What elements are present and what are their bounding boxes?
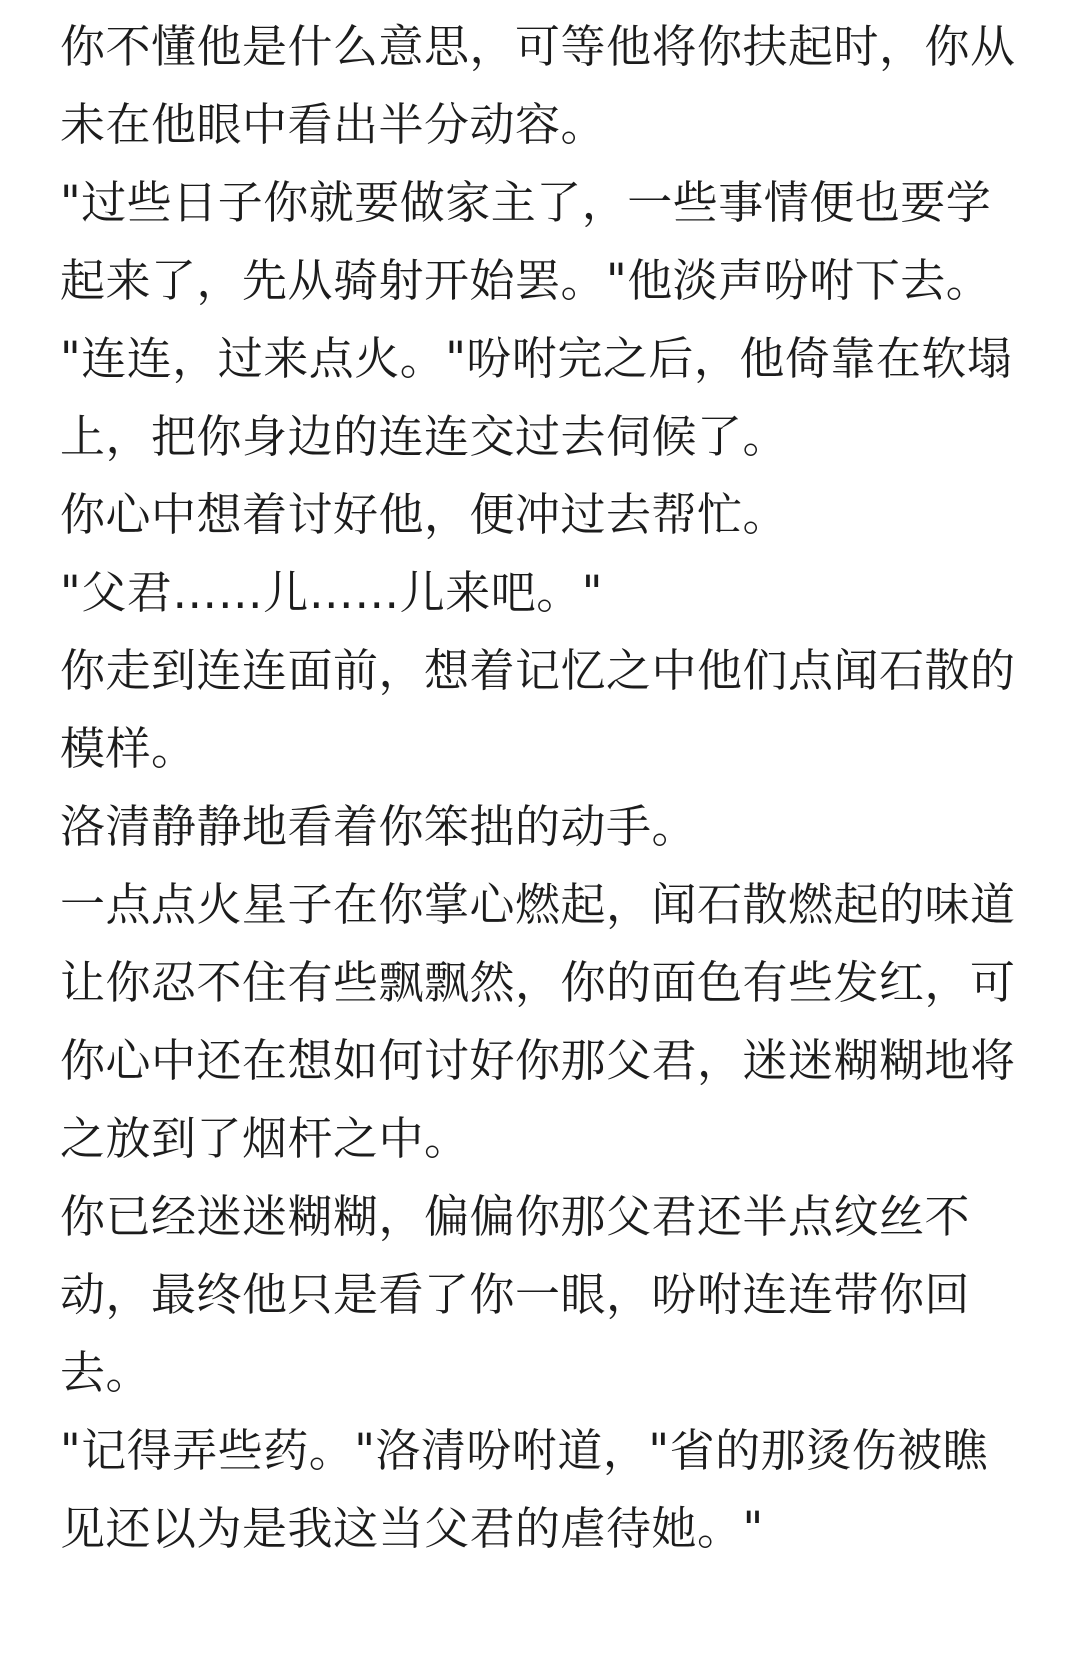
paragraph-6: 你走到连连面前，想着记忆之中他们点闻石散的模样。	[60, 644, 1016, 775]
paragraph-3: "连连，过来点火。"吩咐完之后，他倚靠在软塌上，把你身边的连连交过去伺候了。	[60, 332, 1013, 463]
paragraph-7: 洛清静静地看着你笨拙的动手。	[60, 800, 698, 853]
paragraph-1: 你不懂他是什么意思，可等他将你扶起时，你从未在他眼中看出半分动容。	[60, 20, 1016, 151]
paragraph-4: 你心中想着讨好他，便冲过去帮忙。	[60, 488, 789, 541]
paragraph-8: 一点点火星子在你掌心燃起，闻石散燃起的味道让你忍不住有些飘飘然，你的面色有些发红，可你心中还在想如何讨好你那父君，迷迷糊糊地将之放到了烟杆之中。	[60, 878, 1016, 1165]
paragraph-10: "记得弄些药。"洛清吩咐道，"省的那烫伤被瞧见还以为是我这当父君的虐待她。"	[60, 1424, 989, 1555]
paragraph-5: "父君……儿……儿来吧。"	[60, 566, 603, 619]
paragraph-9: 你已经迷迷糊糊，偏偏你那父君还半点纹丝不动，最终他只是看了你一眼，吩咐连连带你回去。	[60, 1190, 971, 1399]
paragraph-2: "过些日子你就要做家主了，一些事情便也要学起来了，先从骑射开始罢。"他淡声吩咐下去。	[60, 176, 992, 307]
